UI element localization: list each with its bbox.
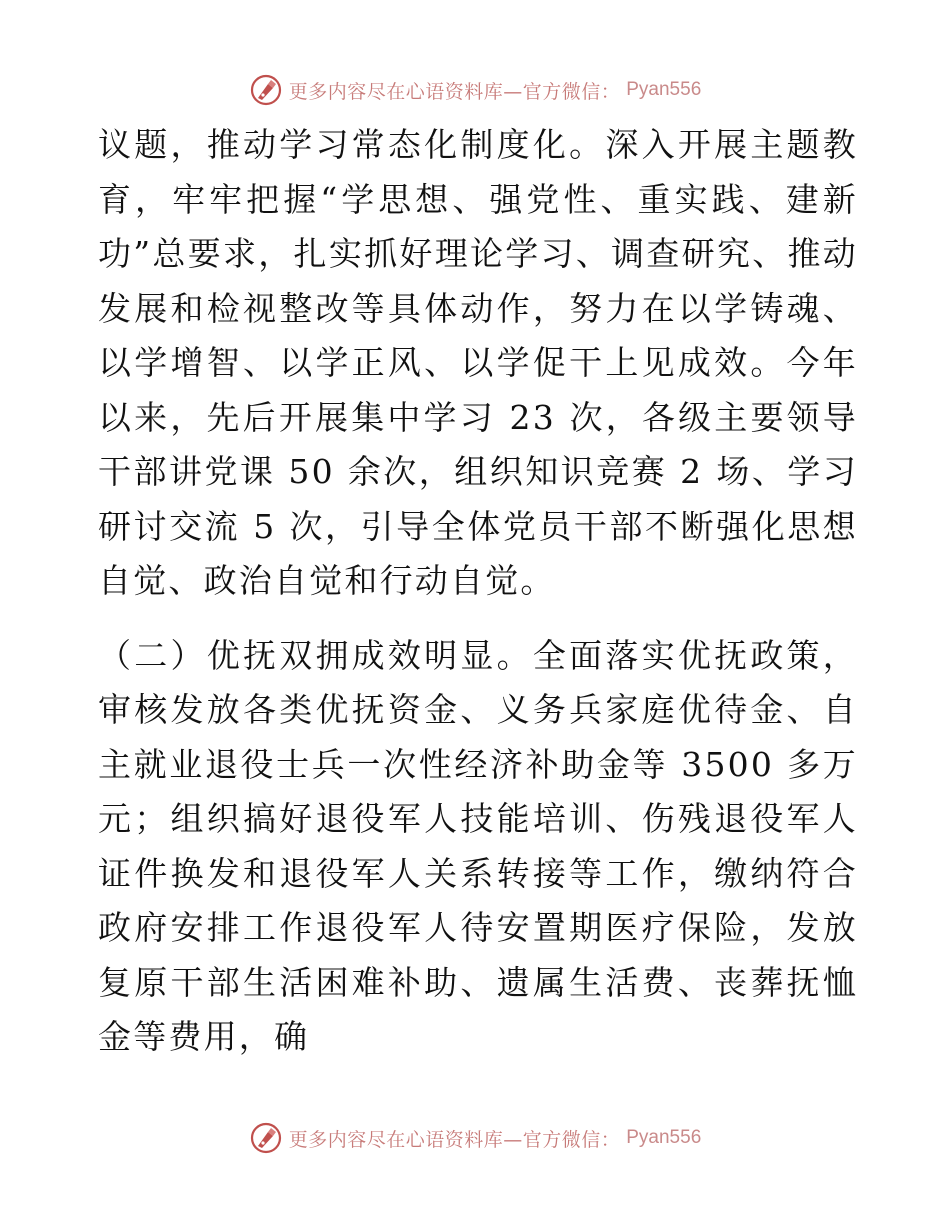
body-paragraph-1: 议题，推动学习常态化制度化。深入开展主题教育，牢牢把握“学思想、强党性、重实践、建新功”总要求，扎实抓好理论学习、调查研究、推动发展和检视整改等具体动作，努力在以学铸魂、以学增智、以学正风、以学促干上见成效。今年以来，先后开展集中学习 23 次，各级主要领导干部讲党课 50 余次，组织知识竞赛 2 场、学习研讨交流 5 次，引导全体党员干部不断强化思想自觉、政治自觉和行动自觉。 xyxy=(98,125,858,600)
body-paragraph-2: （二）优抚双拥成效明显。全面落实优抚政策，审核发放各类优抚资金、义务兵家庭优待金、自主就业退役士兵一次性经济补助金等 3500 多万元；组织搞好退役军人技能培训、伤残退役军人证件换发和退役军人关系转接等工作，缴纳符合政府安排工作退役军人待安置期医疗保险，发放复原干部生活困难补助、遗属生活费、丧葬抚恤金等费用，确 xyxy=(98,635,858,1056)
watermark-text: 更多内容尽在心语资料库—官方微信： xyxy=(288,80,621,103)
pen-nib-logo-icon xyxy=(249,73,283,107)
watermark-wechat-id: Pyan556 xyxy=(626,1127,702,1148)
header-watermark xyxy=(0,72,950,108)
watermark-text: 更多内容尽在心语资料库—官方微信： xyxy=(288,1128,621,1151)
document-body xyxy=(98,118,858,1065)
footer-watermark xyxy=(0,1120,950,1156)
watermark-wechat-id: Pyan556 xyxy=(626,79,702,100)
pen-nib-logo-icon xyxy=(249,1121,283,1155)
